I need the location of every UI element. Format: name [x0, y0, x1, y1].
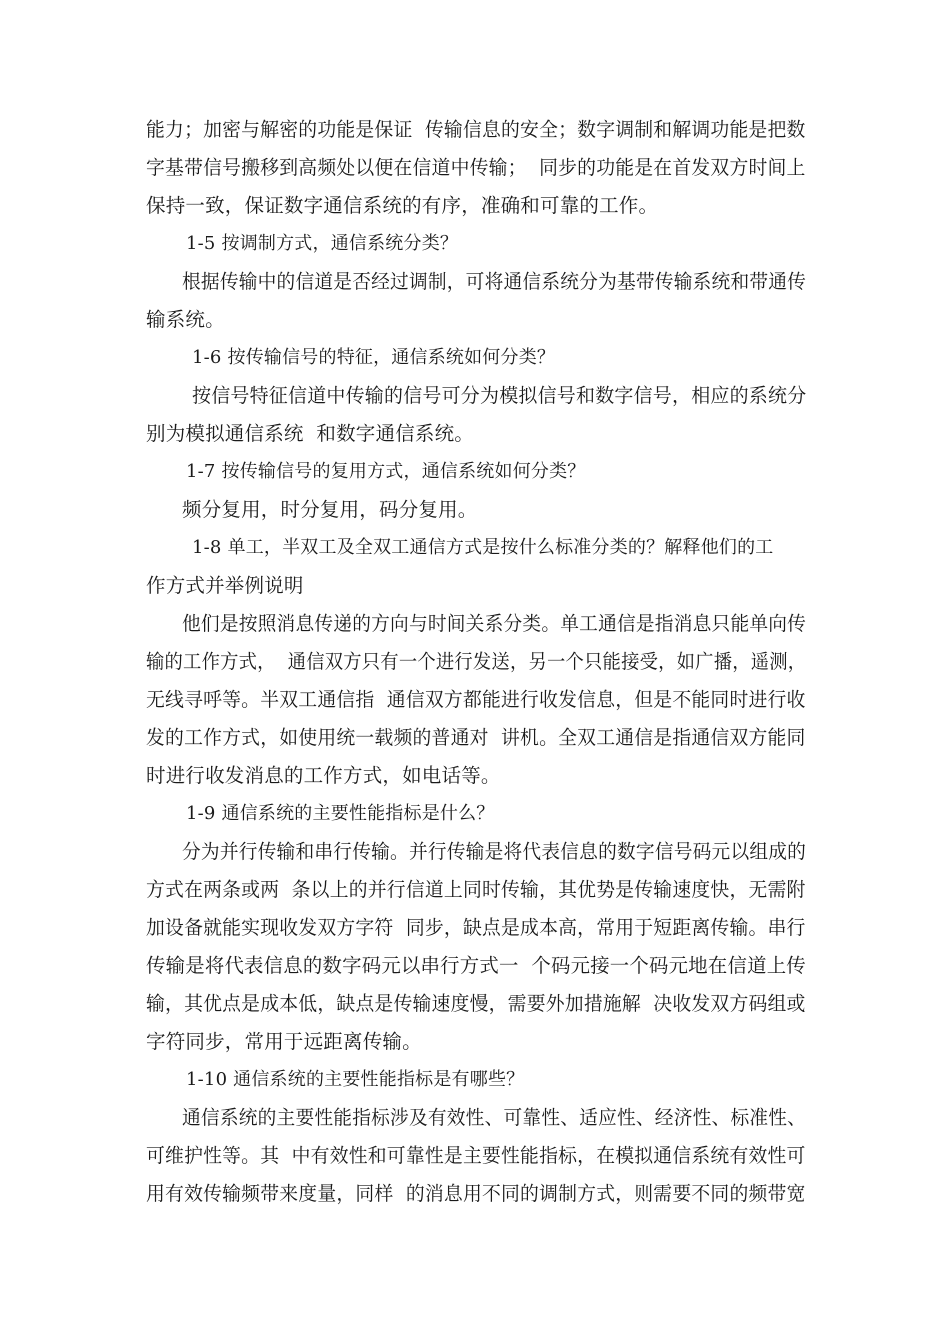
paragraph-line: 输的工作方式， 通信双方只有一个进行发送，另一个只能接受，如广播，遥测， — [146, 650, 807, 673]
paragraph-line: 输，其优点是成本低，缺点是传输速度慢，需要外加措施解 决收发双方码组或 — [146, 992, 806, 1015]
paragraph-line: 能力；加密与解密的功能是保证 传输信息的安全；数字调制和解调功能是把数 — [146, 118, 806, 141]
paragraph-line: 通信系统的主要性能指标涉及有效性、可靠性、适应性、经济性、标准性、 — [182, 1106, 807, 1129]
paragraph-line: 作方式并举例说明 — [146, 574, 304, 597]
paragraph-line: 别为模拟通信系统 和数字通信系统。 — [146, 422, 474, 445]
question-heading: 1-8 单工，半双工及全双工通信方式是按什么标准分类的？解释他们的工 — [192, 537, 774, 558]
paragraph-line: 频分复用，时分复用，码分复用。 — [182, 498, 478, 521]
paragraph-line: 输系统。 — [146, 308, 225, 331]
paragraph-line: 他们是按照消息传递的方向与时间关系分类。单工通信是指消息只能单向传 — [182, 612, 807, 635]
paragraph-line: 加设备就能实现收发双方字符 同步，缺点是成本高，常用于短距离传输。串行 — [146, 916, 806, 939]
paragraph-line: 按信号特征信道中传输的信号可分为模拟信号和数字信号，相应的系统分 — [192, 384, 807, 407]
paragraph-line: 字基带信号搬移到高频处以便在信道中传输； 同步的功能是在首发双方时间上 — [146, 156, 806, 179]
paragraph-line: 用有效传输频带来度量，同样 的消息用不同的调制方式，则需要不同的频带宽 — [146, 1182, 806, 1205]
question-heading: 1-6 按传输信号的特征，通信系统如何分类？ — [192, 347, 556, 368]
question-heading: 1-7 按传输信号的复用方式，通信系统如何分类？ — [186, 461, 586, 482]
question-heading: 1-10 通信系统的主要性能指标是有哪些？ — [186, 1069, 525, 1090]
paragraph-line: 发的工作方式，如使用统一载频的普通对 讲机。全双工通信是指通信双方能同 — [146, 726, 806, 749]
paragraph-line: 传输是将代表信息的数字码元以串行方式一 个码元接一个码元地在信道上传 — [146, 954, 806, 977]
paragraph-line: 方式在两条或两 条以上的并行信道上同时传输，其优势是传输速度快，无需附 — [146, 878, 806, 901]
paragraph-line: 可维护性等。其 中有效性和可靠性是主要性能指标，在模拟通信系统有效性可 — [146, 1144, 806, 1167]
paragraph-line: 无线寻呼等。半双工通信指 通信双方都能进行收发信息，但是不能同时进行收 — [146, 688, 806, 711]
paragraph-line: 分为并行传输和串行传输。并行传输是将代表信息的数字信号码元以组成的 — [182, 840, 807, 863]
paragraph-line: 字符同步，常用于远距离传输。 — [146, 1030, 422, 1053]
paragraph-line: 时进行收发消息的工作方式，如电话等。 — [146, 764, 501, 787]
question-heading: 1-5 按调制方式，通信系统分类？ — [186, 233, 459, 254]
paragraph-line: 根据传输中的信道是否经过调制，可将通信系统分为基带传输系统和带通传 — [182, 270, 807, 293]
question-heading: 1-9 通信系统的主要性能指标是什么？ — [186, 803, 495, 824]
paragraph-line: 保持一致，保证数字通信系统的有序，准确和可靠的工作。 — [146, 194, 659, 217]
